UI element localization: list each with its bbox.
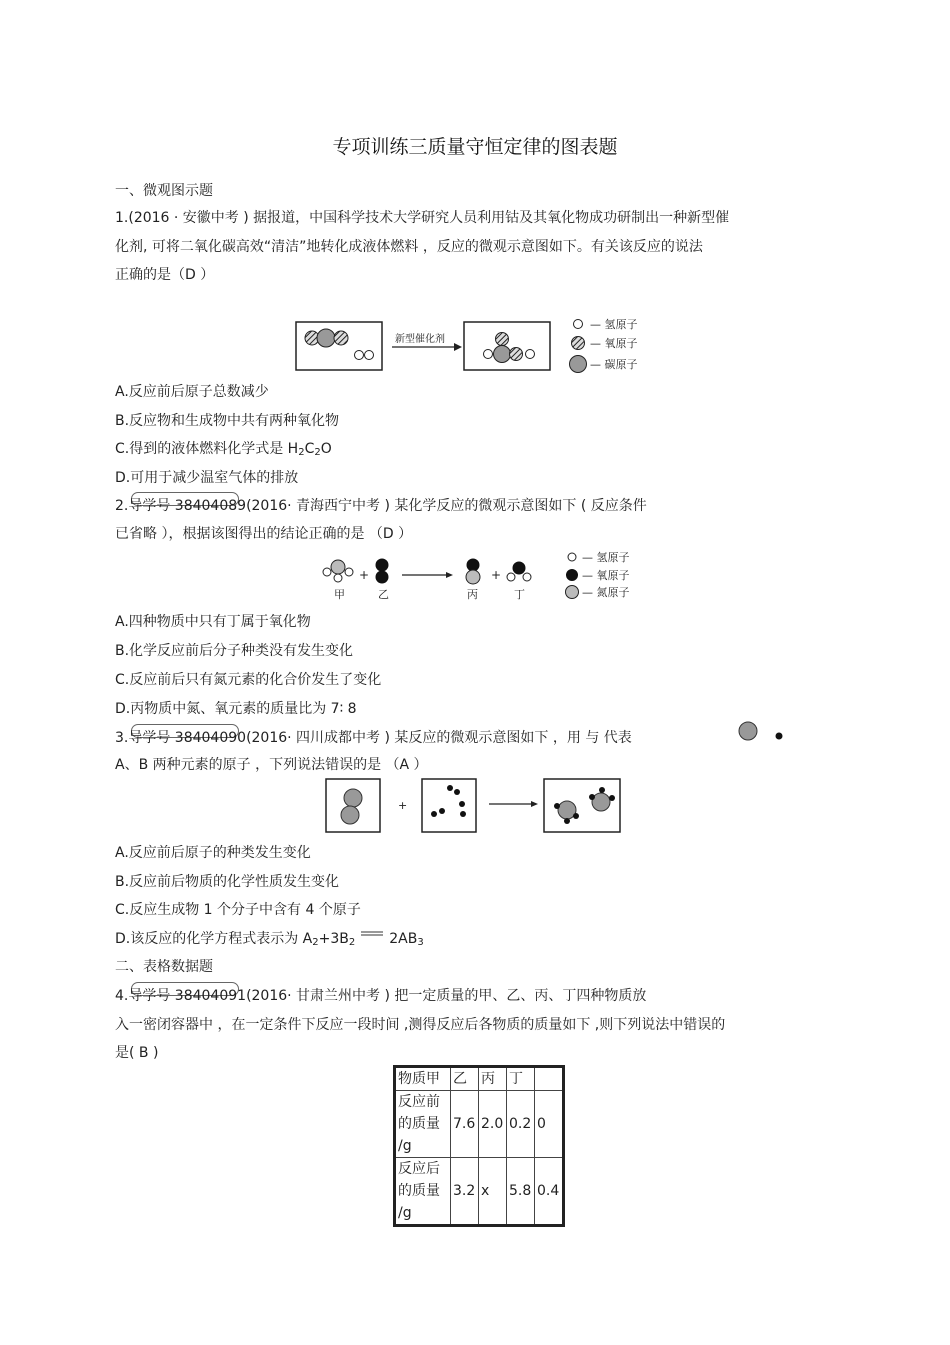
q1-option-d: D.可用于减少温室气体的排放 <box>115 470 299 486</box>
q2-legend-hydrogen <box>568 553 576 561</box>
section-heading-table: 二、表格数据题 <box>115 959 213 975</box>
q3-option-b: B.反应前后物质的化学性质发生变化 <box>115 874 340 890</box>
q2-hydrogen-atom <box>323 568 331 576</box>
q4-mass-table <box>393 1065 565 1227</box>
q1-stem-line2: 化剂, 可将二氧化碳高效“清洁”地转化成液体燃料 ，反应的微观示意图如下。有关该反应的说法 <box>115 239 703 255</box>
q2-label-yi: 乙 <box>378 588 389 601</box>
q1-stem-line3: 正确的是（D ） <box>115 267 215 283</box>
q1-reactant-box <box>296 322 382 370</box>
q3-atom-b <box>454 789 460 795</box>
q1-legend-carbon-label: — 碳原子 <box>590 358 638 371</box>
q1-carbon-atom <box>317 329 335 347</box>
q2-stem-line1: 2.导学号 38404089(2016· 青海西宁中考 ) 某化学反应的微观示意图如下 ( 反应条件 <box>115 498 647 514</box>
q3-option-a: A.反应前后原子的种类发生变化 <box>115 845 311 861</box>
q1-hydrogen-atom <box>526 350 535 359</box>
q1-option-b: B.反应物和生成物中共有两种氧化物 <box>115 413 340 429</box>
table-header-cell: 丙 <box>479 1067 507 1091</box>
table-row <box>395 1067 564 1091</box>
q2-oxygen-atom <box>376 559 388 571</box>
q3-atom-b-icon <box>776 733 783 740</box>
q4-stem-line1: 4.导学号 38404091(2016· 甘肃兰州中考 ) 把一定质量的甲、乙、丙、丁四种物质放 <box>115 988 647 1004</box>
table-header-cell: 乙 <box>451 1067 479 1091</box>
q2-legend-hydrogen-label: — 氢原子 <box>582 551 630 564</box>
table-cell: 3.2 <box>451 1158 479 1226</box>
q3-atom-a <box>344 789 362 807</box>
table-cell: 0 <box>535 1091 564 1158</box>
q1-oxygen-atom <box>496 333 509 346</box>
table-cell: 0.4 <box>535 1158 564 1226</box>
q2-hydrogen-atom <box>523 573 531 581</box>
q3-atom-b <box>564 818 570 824</box>
q2-label-bing: 丙 <box>467 588 478 601</box>
q2-label-jia: 甲 <box>334 588 345 601</box>
q2-legend-nitrogen <box>566 586 579 599</box>
q1-legend-oxygen-label: — 氧原子 <box>590 337 638 350</box>
q1-option-a: A.反应前后原子总数减少 <box>115 384 269 400</box>
q1-legend-hydrogen-label: — 氢原子 <box>590 318 638 331</box>
q2-label-ding: 丁 <box>514 588 525 601</box>
q3-reaction-diagram <box>322 776 624 836</box>
table-header-cell <box>535 1067 564 1091</box>
q2-hydrogen-atom <box>334 574 342 582</box>
table-row-label: 反应后 的质量 /g <box>395 1158 451 1226</box>
table-row <box>395 1091 564 1158</box>
section-heading-micro: 一、微观图示题 <box>115 183 213 199</box>
q1-legend-carbon <box>570 356 587 373</box>
svg-text:+: + <box>359 568 370 582</box>
q2-option-c: C.反应前后只有氮元素的化合价发生了变化 <box>115 672 382 688</box>
q3-option-d: D.该反应的化学方程式表示为 $A_2+3B_2$ $2AB_3$ <box>115 931 424 948</box>
q2-option-d: D.丙物质中氮、氧元素的质量比为 7∶ 8 <box>115 701 357 717</box>
q2-option-a: A.四种物质中只有丁属于氧化物 <box>115 614 311 630</box>
q1-carbon-atom <box>494 346 511 363</box>
q3-atom-b <box>460 811 466 817</box>
svg-text:+: + <box>491 568 502 582</box>
q1-hydrogen-atom <box>484 350 493 359</box>
q3-plus-sign: + <box>398 799 408 812</box>
q3-stem-line2: A、B 两种元素的原子 ，下列说法错误的是 （A ） <box>115 757 428 773</box>
q1-hydrogen-atom <box>365 351 374 360</box>
q2-reaction-diagram <box>318 548 633 606</box>
table-cell: x <box>479 1158 507 1226</box>
q1-oxygen-atom <box>334 331 348 345</box>
q3-atom-a-icon <box>739 722 757 740</box>
page-title: 专项训练三质量守恒定律的图表题 <box>332 136 618 158</box>
q3-atom-b <box>554 803 560 809</box>
q1-oxygen-atom <box>510 348 523 361</box>
q3-atom-a <box>341 806 359 824</box>
table-header-cell: 丁 <box>507 1067 535 1091</box>
q2-hydrogen-atom <box>345 568 353 576</box>
q3-atom-b <box>599 787 605 793</box>
table-header-cell: 物质甲 <box>395 1067 451 1091</box>
q2-legend-oxygen <box>567 570 578 581</box>
q2-oxygen-atom <box>376 571 388 583</box>
q1-stem-line1: 1.(2016 · 安徽中考 ) 据报道，中国科学技术大学研究人员利用钴及其氧化物成功研制出一种新型催 <box>115 210 730 226</box>
q3-option-c: C.反应生成物 1 个分子中含有 4 个原子 <box>115 902 361 918</box>
q3-stem-line1: 3.导学号 38404090(2016· 四川成都中考 ) 某反应的微观示意图如下 ，用 与 代表 <box>115 730 632 746</box>
q2-oxygen-atom <box>467 559 479 571</box>
q2-nitrogen-atom <box>331 560 345 574</box>
q2-option-b: B.化学反应前后分子种类没有发生变化 <box>115 643 354 659</box>
q1-legend-oxygen <box>572 337 585 350</box>
q3-atom-b <box>573 813 579 819</box>
q1-legend-hydrogen <box>574 320 583 329</box>
q3-atom-b <box>431 811 437 817</box>
q3-atom-b <box>447 785 453 791</box>
q1-product-box <box>464 322 550 370</box>
table-cell: 0.2 <box>507 1091 535 1158</box>
q3-atom-b <box>609 795 615 801</box>
q3-atom-key <box>736 718 788 744</box>
table-cell: 7.6 <box>451 1091 479 1158</box>
table-row <box>395 1158 564 1226</box>
q1-reaction-diagram <box>294 314 664 376</box>
q3-atom-b <box>459 801 465 807</box>
q2-legend-nitrogen-label: — 氮原子 <box>582 586 630 599</box>
q2-legend-oxygen-label: — 氧原子 <box>582 569 630 582</box>
q2-hydrogen-atom <box>507 573 515 581</box>
table-cell: 5.8 <box>507 1158 535 1226</box>
q1-hydrogen-atom <box>355 351 364 360</box>
q4-stem-line3: 是( B ) <box>115 1045 159 1061</box>
q4-stem-line2: 入一密闭容器中 ，在一定条件下反应一段时间 ,测得反应后各物质的质量如下 ,则下列说法中错误的 <box>115 1017 726 1033</box>
q2-oxygen-atom <box>513 562 525 574</box>
q3-atom-b <box>439 808 445 814</box>
q1-catalyst-label: 新型催化剂 <box>395 334 445 345</box>
q3-atom-b <box>589 794 595 800</box>
table-row-label: 反应前 的质量 /g <box>395 1091 451 1158</box>
q1-option-c: C.得到的液体燃料化学式是 $H_2C_2O$ <box>115 441 332 458</box>
q2-stem-line2: 已省略 ），根据该图得出的结论正确的是 （D ） <box>115 526 413 542</box>
q2-nitrogen-atom <box>466 570 480 584</box>
table-cell: 2.0 <box>479 1091 507 1158</box>
